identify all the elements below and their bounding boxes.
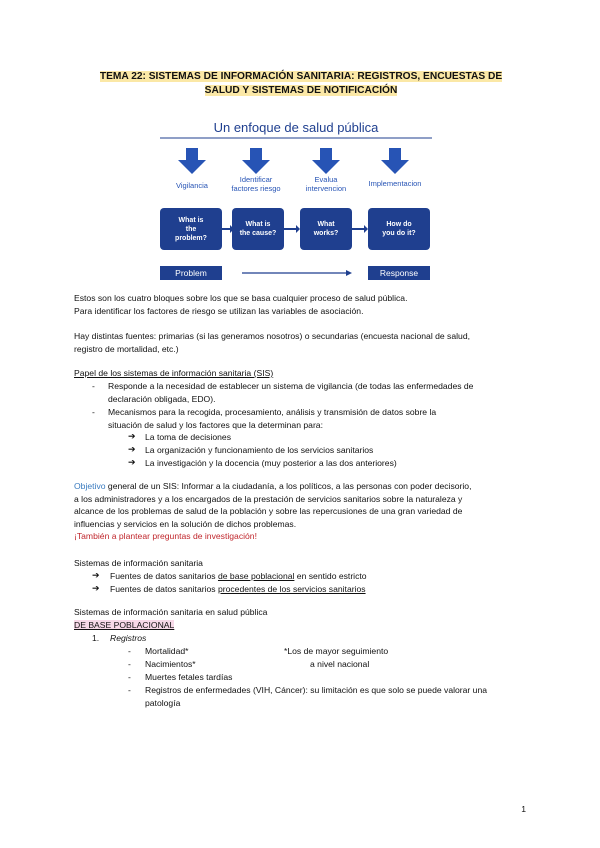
section-heading	[74, 619, 174, 632]
papel-item-line: declaración obligada, EDO).	[108, 393, 216, 404]
list-bullet: -	[92, 381, 95, 391]
problem-label: Problem	[175, 268, 207, 278]
box-text: you do it?	[382, 230, 416, 237]
page-number: 1	[521, 804, 526, 814]
step-box	[232, 208, 284, 250]
step-box	[368, 208, 430, 250]
list-number: 1.	[92, 633, 100, 643]
list-bullet: -	[128, 646, 131, 656]
sis-item-text: Fuentes de datos sanitarios	[110, 571, 218, 581]
step-caption: Vigilancia	[176, 181, 208, 190]
list-bullet: -	[128, 685, 131, 695]
papel-sub-item: La organización y funcionamiento de los servicios sanitarios	[145, 445, 374, 455]
sis-heading: Sistemas de información sanitaria	[74, 558, 203, 568]
intro-paragraph	[74, 292, 534, 317]
step-caption: Implementacion	[368, 179, 422, 188]
sisp-heading: Sistemas de información sanitaria en salud pública	[74, 607, 268, 617]
papel-item-line: Mecanismos para la recogida, procesamiento, análisis y transmisión de datos sobre la	[108, 407, 437, 417]
registro-item: Muertes fetales tardías	[145, 672, 233, 682]
down-arrow-icon	[312, 148, 340, 174]
objetivo-line: alcance de los problemas de salud de la población y sobre las repercusiones de una gran variedad de	[74, 506, 463, 516]
papel-item	[108, 380, 532, 405]
step-boxes	[160, 208, 430, 250]
intro-line: Para identificar los factores de riesgo se utilizan las variables de asociación.	[74, 305, 364, 316]
diagram-heading: Un enfoque de salud pública	[213, 120, 379, 135]
box-text: works?	[313, 230, 339, 237]
box-text: What	[317, 221, 335, 228]
sources-paragraph	[74, 330, 534, 355]
right-arrow-icon: ➔	[128, 431, 136, 441]
step-caption: factores riesgo	[231, 184, 281, 193]
right-arrow-icon: ➔	[128, 444, 136, 454]
papel-item	[108, 406, 532, 431]
papel-sub-item: La toma de decisiones	[145, 432, 231, 442]
objetivo-line: a los administradores y a los encargados de la prestación de servicios sanitarios sobre la naturaleza y	[74, 493, 463, 504]
papel-item-line: Responde a la necesidad de establecer un sistema de vigilancia (de todas las enfermedades de	[108, 381, 474, 391]
sources-line: registro de mortalidad, etc.)	[74, 343, 179, 354]
sis-item-text: Fuentes de datos sanitarios	[110, 584, 218, 594]
sis-item-text: en sentido estricto	[294, 571, 367, 581]
title-line-1: TEMA 22: SISTEMAS DE INFORMACIÓN SANITARIA: REGISTROS, ENCUESTAS DE	[99, 71, 503, 82]
registro-note: *Los de mayor seguimiento	[284, 646, 389, 656]
connector-arrow-icon	[364, 225, 368, 233]
sources-line: Hay distintas fuentes: primarias (si las generamos nosotros) o secundarias (encuesta nacional de salud,	[74, 331, 470, 341]
step-box	[300, 208, 352, 250]
down-arrow-icon	[242, 148, 270, 174]
down-arrow-icon	[381, 148, 409, 174]
right-arrow-icon: ➔	[92, 583, 100, 593]
step-caption: intervencion	[305, 184, 347, 193]
right-arrow-icon: ➔	[128, 457, 136, 467]
right-arrow-icon: ➔	[92, 570, 100, 580]
section-heading-text: DE BASE POBLACIONAL	[74, 620, 175, 630]
objetivo-label: Objetivo	[74, 481, 106, 491]
public-health-approach-diagram	[150, 118, 442, 288]
list-bullet: -	[92, 407, 95, 417]
box-text: What is	[178, 217, 204, 224]
box-text: problem?	[175, 235, 207, 242]
registro-note: a nivel nacional	[310, 659, 370, 669]
box-text: the cause?	[239, 230, 277, 237]
list-bullet: -	[128, 659, 131, 669]
objetivo-paragraph	[74, 480, 534, 543]
box-text: the	[185, 226, 197, 233]
registro-item	[145, 684, 533, 709]
document-title	[70, 70, 532, 98]
registro-item: Nacimientos*	[145, 659, 196, 669]
down-arrow-icon	[178, 148, 206, 174]
sis-item	[110, 570, 367, 583]
papel-sub-item: La investigación y la docencia (muy posterior a las dos anteriores)	[145, 458, 397, 468]
papel-heading: Papel de los sistemas de información sanitaria (SIS)	[74, 368, 274, 378]
objetivo-line: influencias y servicios en la solución de dichos problemas.	[74, 518, 297, 529]
registro-item-line: Registros de enfermedades (VIH, Cáncer): su limitación es que solo se puede valorar una	[145, 685, 488, 695]
papel-item-line: situación de salud y los factores que la determinan para:	[108, 419, 323, 430]
objetivo-text: general de un SIS: Informar a la ciudadanía, a los políticos, a las personas con poder decisorio,	[105, 481, 472, 491]
box-text: How do	[386, 221, 412, 228]
problem-response-arrowhead-icon	[346, 270, 352, 276]
registros-heading: Registros	[110, 633, 147, 643]
objetivo-highlight: ¡También a plantear preguntas de investigación!	[74, 531, 257, 541]
sis-item-emphasis: de base poblacional	[217, 571, 295, 581]
sis-item-emphasis: procedentes de los servicios sanitarios	[217, 584, 366, 594]
list-bullet: -	[128, 672, 131, 682]
box-text: What is	[245, 221, 271, 228]
registro-item: Mortalidad*	[145, 646, 189, 656]
intro-line: Estos son los cuatro bloques sobre los que se basa cualquier proceso de salud pública.	[74, 293, 408, 303]
sis-item	[110, 583, 366, 596]
response-label: Response	[379, 268, 419, 278]
step-caption: Identificar	[239, 175, 273, 184]
registro-item-line: patología	[145, 697, 181, 708]
objetivo-line	[74, 480, 534, 493]
step-caption: Evalua	[314, 175, 338, 184]
connector-arrow-icon	[296, 225, 300, 233]
title-line-2: SALUD Y SISTEMAS DE NOTIFICACIÓN	[204, 85, 398, 96]
